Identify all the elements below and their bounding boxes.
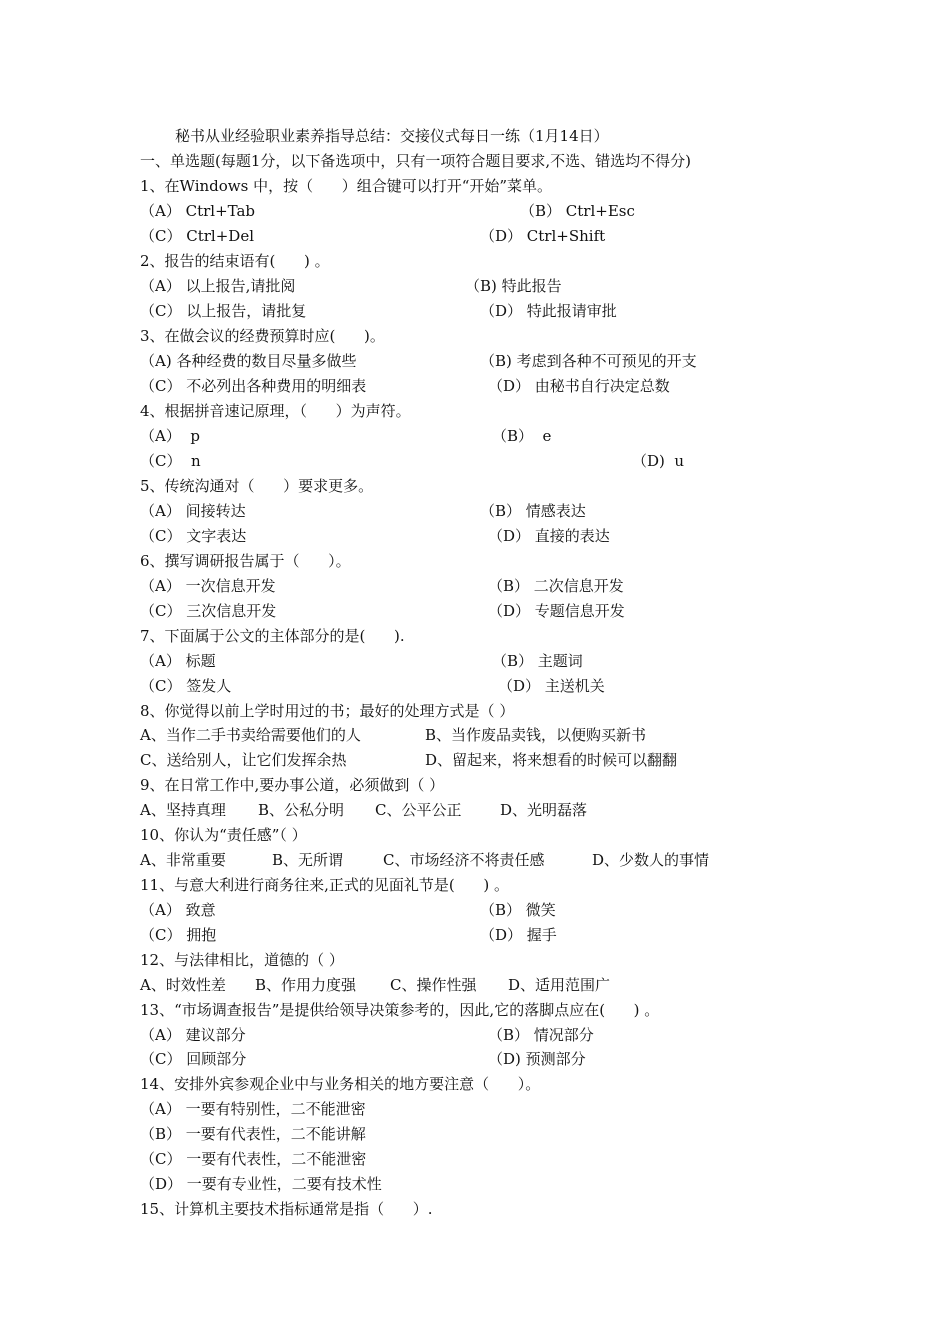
question-9-option-a: A、坚持真理 — [140, 801, 226, 819]
question-9-option-d: D、光明磊落 — [500, 801, 588, 819]
question-12-option-d: D、适用范围广 — [508, 976, 611, 994]
question-3-option-b: （B) 考虑到各种不可预见的开支 — [480, 352, 697, 370]
question-7-stem: 7、下面属于公文的主体部分的是( ). — [140, 627, 405, 645]
question-3-stem: 3、在做会议的经费预算时应( )。 — [140, 327, 385, 345]
question-5-option-b: （B） 情感表达 — [480, 502, 586, 520]
question-6-option-d: （D） 专题信息开发 — [488, 602, 625, 620]
question-1-option-b: （B） Ctrl+Esc — [520, 202, 635, 220]
question-8-stem: 8、你觉得以前上学时用过的书；最好的处理方式是（ ） — [140, 702, 515, 720]
question-7-option-b: （B） 主题词 — [492, 652, 583, 670]
section-heading: 一、单选题(每题1分，以下备选项中，只有一项符合题目要求,不选、错选均不得分) — [140, 152, 692, 170]
question-7-option-c: （C） 签发人 — [140, 677, 232, 695]
question-4-stem: 4、根据拼音速记原理，（ ）为声符。 — [140, 402, 411, 420]
question-11-stem: 11、与意大利进行商务往来,正式的见面礼节是( ) 。 — [140, 876, 509, 894]
question-13-option-d: （D) 预测部分 — [488, 1050, 586, 1068]
question-13-option-b: （B） 情况部分 — [488, 1026, 594, 1044]
question-12-option-b: B、作用力度强 — [255, 976, 357, 994]
question-3-option-c: （C） 不必列出各种费用的明细表 — [140, 377, 367, 395]
question-6-option-b: （B） 二次信息开发 — [488, 577, 624, 595]
question-8-option-d: D、留起来，将来想看的时候可以翻翻 — [425, 751, 678, 769]
question-13-option-c: （C） 回顾部分 — [140, 1050, 247, 1068]
question-15-stem: 15、计算机主要技术指标通常是指（ ）. — [140, 1200, 433, 1218]
question-2-option-c: （C） 以上报告，请批复 — [140, 302, 307, 320]
question-9-option-c: C、公平公正 — [375, 801, 462, 819]
question-7-option-d: （D） 主送机关 — [498, 677, 605, 695]
question-1-stem: 1、在Windows 中，按（ ）组合键可以打开“开始”菜单。 — [140, 177, 553, 195]
question-1-option-d: （D） Ctrl+Shift — [480, 227, 606, 245]
question-7-option-a: （A） 标题 — [140, 652, 216, 670]
question-5-option-a: （A） 间接转达 — [140, 502, 246, 520]
question-11-option-a: （A） 致意 — [140, 901, 216, 919]
question-2-stem: 2、报告的结束语有( ) 。 — [140, 252, 330, 270]
question-11-option-b: （B） 微笑 — [480, 901, 556, 919]
question-14-stem: 14、安排外宾参观企业中与业务相关的地方要注意（ ）。 — [140, 1075, 541, 1093]
question-9-stem: 9、在日常工作中,要办事公道，必须做到（ ） — [140, 776, 445, 794]
question-4-option-a: （A） p — [140, 427, 200, 445]
question-6-option-c: （C） 三次信息开发 — [140, 602, 277, 620]
question-14-option-d: （D） 一要有专业性，二要有技术性 — [140, 1175, 382, 1193]
question-1-option-c: （C） Ctrl+Del — [140, 227, 254, 245]
question-9-option-b: B、公私分明 — [258, 801, 345, 819]
question-2-option-d: （D） 特此报请审批 — [480, 302, 617, 320]
question-5-option-c: （C） 文字表达 — [140, 527, 247, 545]
question-10-option-d: D、少数人的事情 — [592, 851, 710, 869]
question-10-option-c: C、市场经济不将责任感 — [383, 851, 545, 869]
question-4-option-c: （C） n — [140, 452, 201, 470]
question-5-option-d: （D） 直接的表达 — [488, 527, 610, 545]
question-11-option-c: （C） 拥抱 — [140, 926, 217, 944]
question-5-stem: 5、传统沟通对（ ）要求更多。 — [140, 477, 374, 495]
question-10-option-b: B、无所谓 — [272, 851, 344, 869]
question-6-option-a: （A） 一次信息开发 — [140, 577, 276, 595]
question-6-stem: 6、撰写调研报告属于（ ）。 — [140, 552, 351, 570]
question-14-option-a: （A） 一要有特别性，二不能泄密 — [140, 1100, 366, 1118]
question-10-option-a: A、非常重要 — [140, 851, 226, 869]
question-12-option-a: A、时效性差 — [140, 976, 226, 994]
question-10-stem: 10、你认为“责任感”（ ） — [140, 826, 307, 844]
question-1-option-a: （A） Ctrl+Tab — [140, 202, 256, 220]
question-12-option-c: C、操作性强 — [390, 976, 477, 994]
question-8-option-a: A、当作二手书卖给需要他们的人 — [140, 726, 361, 744]
document-title: 秘书从业经验职业素养指导总结：交接仪式每日一练（1月14日） — [175, 127, 609, 145]
question-4-option-b: （B） e — [492, 427, 552, 445]
question-14-option-c: （C） 一要有代表性，二不能泄密 — [140, 1150, 367, 1168]
question-8-option-b: B、当作废品卖钱，以便购买新书 — [425, 726, 647, 744]
question-11-option-d: （D） 握手 — [480, 926, 557, 944]
question-13-stem: 13、“市场调查报告”是提供给领导决策参考的，因此,它的落脚点应在( ) 。 — [140, 1001, 660, 1019]
question-3-option-d: （D） 由秘书自行决定总数 — [488, 377, 670, 395]
question-3-option-a: （A) 各种经费的数目尽量多做些 — [140, 352, 357, 370]
question-8-option-c: C、送给别人，让它们发挥余热 — [140, 751, 347, 769]
question-13-option-a: （A） 建议部分 — [140, 1026, 246, 1044]
question-2-option-b: （B) 特此报告 — [465, 277, 562, 295]
question-2-option-a: （A） 以上报告,请批阅 — [140, 277, 296, 295]
question-12-stem: 12、与法律相比，道德的（ ） — [140, 951, 344, 969]
question-4-option-d: （D) u — [632, 452, 685, 470]
question-14-option-b: （B） 一要有代表性，二不能讲解 — [140, 1125, 366, 1143]
